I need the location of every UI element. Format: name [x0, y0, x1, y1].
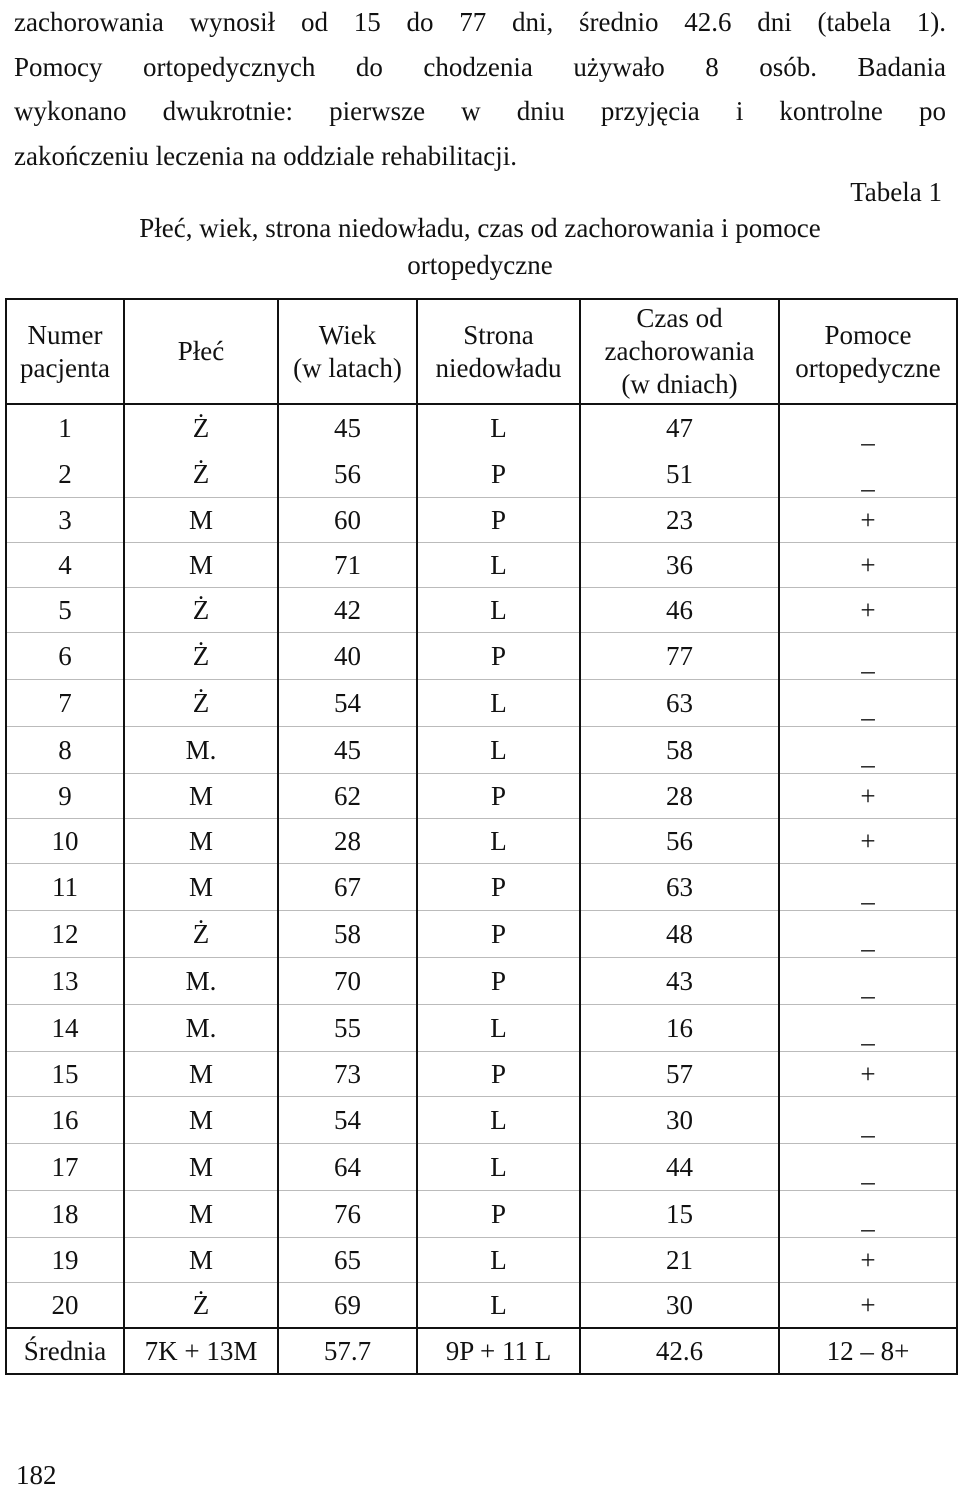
- table-row: [6, 1052, 957, 1097]
- cell-paresis-side: L: [417, 1283, 580, 1329]
- table-row: [6, 958, 957, 1005]
- patients-table: [5, 298, 958, 1375]
- cell-age: 60: [278, 498, 417, 543]
- cell-paresis-side: L: [417, 1238, 580, 1283]
- table-row: [6, 1144, 957, 1191]
- table-row: [6, 404, 957, 451]
- cell-patient-number: 1: [6, 404, 124, 451]
- cell-time-since-onset: 21: [580, 1238, 779, 1283]
- cell-orthopedic-aids: _: [779, 404, 957, 451]
- table-row: [6, 819, 957, 864]
- cell-time-since-onset: 28: [580, 774, 779, 819]
- cell-sex: M: [124, 1238, 278, 1283]
- cell-orthopedic-aids: _: [779, 451, 957, 498]
- paragraph-line: zachorowania wynosił od 15 do 77 dni, średnio 42.6 dni (tabela 1).: [14, 7, 946, 37]
- cell-patient-number: 9: [6, 774, 124, 819]
- table-row: [6, 543, 957, 588]
- cell-sex: M: [124, 1191, 278, 1238]
- cell-sex: M.: [124, 958, 278, 1005]
- cell-orthopedic-aids: _: [779, 633, 957, 680]
- cell-age: 73: [278, 1052, 417, 1097]
- table-row: [6, 1238, 957, 1283]
- cell-age: 65: [278, 1238, 417, 1283]
- cell-orthopedic-aids: +: [779, 498, 957, 543]
- table-caption: [80, 210, 880, 284]
- cell-time-since-onset: 51: [580, 451, 779, 498]
- cell-age: 45: [278, 404, 417, 451]
- cell-age: 54: [278, 680, 417, 727]
- cell-patient-number: 14: [6, 1005, 124, 1052]
- cell-time-since-onset: 47: [580, 404, 779, 451]
- cell-patient-number: 17: [6, 1144, 124, 1191]
- cell-age: 45: [278, 727, 417, 774]
- cell-time-since-onset: 43: [580, 958, 779, 1005]
- cell-paresis-side: L: [417, 1097, 580, 1144]
- cell-orthopedic-aids: _: [779, 864, 957, 911]
- cell-orthopedic-aids: +: [779, 1052, 957, 1097]
- cell-orthopedic-aids: _: [779, 1191, 957, 1238]
- cell-orthopedic-aids: _: [779, 1144, 957, 1191]
- table-row: [6, 1097, 957, 1144]
- cell-age: 40: [278, 633, 417, 680]
- table-row: [6, 1191, 957, 1238]
- cell-orthopedic-aids: +: [779, 819, 957, 864]
- cell-age: 76: [278, 1191, 417, 1238]
- cell-patient-number: 2: [6, 451, 124, 498]
- table-row: [6, 498, 957, 543]
- cell-orthopedic-aids: _: [779, 958, 957, 1005]
- cell-paresis-side: L: [417, 543, 580, 588]
- average-sex: 7K + 13M: [124, 1328, 278, 1374]
- cell-patient-number: 11: [6, 864, 124, 911]
- cell-age: 55: [278, 1005, 417, 1052]
- cell-sex: Ż: [124, 451, 278, 498]
- cell-orthopedic-aids: +: [779, 1283, 957, 1329]
- cell-paresis-side: P: [417, 774, 580, 819]
- cell-time-since-onset: 56: [580, 819, 779, 864]
- cell-paresis-side: P: [417, 1191, 580, 1238]
- cell-patient-number: 12: [6, 911, 124, 958]
- cell-age: 64: [278, 1144, 417, 1191]
- table-row: [6, 680, 957, 727]
- cell-sex: M: [124, 543, 278, 588]
- table-caption-line: Płeć, wiek, strona niedowładu, czas od zachorowania i pomoce: [139, 213, 821, 243]
- cell-patient-number: 20: [6, 1283, 124, 1329]
- table-row: [6, 451, 957, 498]
- cell-patient-number: 13: [6, 958, 124, 1005]
- header-sex: Płeć: [124, 299, 278, 404]
- cell-sex: M.: [124, 1005, 278, 1052]
- cell-orthopedic-aids: +: [779, 1238, 957, 1283]
- page-number: 182: [16, 1460, 57, 1490]
- cell-orthopedic-aids: +: [779, 588, 957, 633]
- cell-sex: M: [124, 1144, 278, 1191]
- cell-paresis-side: L: [417, 588, 580, 633]
- cell-time-since-onset: 36: [580, 543, 779, 588]
- average-time-since-onset: 42.6: [580, 1328, 779, 1374]
- cell-time-since-onset: 16: [580, 1005, 779, 1052]
- table-body: [6, 404, 957, 1328]
- cell-sex: M: [124, 864, 278, 911]
- table-row: [6, 588, 957, 633]
- cell-time-since-onset: 77: [580, 633, 779, 680]
- cell-patient-number: 4: [6, 543, 124, 588]
- cell-patient-number: 5: [6, 588, 124, 633]
- cell-orthopedic-aids: +: [779, 774, 957, 819]
- cell-orthopedic-aids: +: [779, 543, 957, 588]
- cell-sex: M: [124, 1097, 278, 1144]
- cell-sex: M: [124, 819, 278, 864]
- cell-orthopedic-aids: _: [779, 1097, 957, 1144]
- paragraph-line: wykonano dwukrotnie: pierwsze w dniu przyjęcia i kontrolne po: [14, 96, 946, 126]
- cell-time-since-onset: 44: [580, 1144, 779, 1191]
- cell-age: 56: [278, 451, 417, 498]
- average-orthopedic-aids: 12 – 8+: [779, 1328, 957, 1374]
- cell-paresis-side: P: [417, 451, 580, 498]
- cell-time-since-onset: 30: [580, 1283, 779, 1329]
- cell-sex: Ż: [124, 404, 278, 451]
- cell-patient-number: 18: [6, 1191, 124, 1238]
- table-average-row: [6, 1328, 957, 1374]
- cell-orthopedic-aids: _: [779, 911, 957, 958]
- table-caption-line: ortopedyczne: [407, 250, 553, 280]
- cell-sex: M: [124, 774, 278, 819]
- header-age: Wiek (w latach): [278, 299, 417, 404]
- body-paragraph: [14, 0, 946, 178]
- cell-paresis-side: P: [417, 633, 580, 680]
- header-time-since-onset: Czas od zachorowania (w dniach): [580, 299, 779, 404]
- cell-time-since-onset: 15: [580, 1191, 779, 1238]
- cell-time-since-onset: 63: [580, 680, 779, 727]
- table-row: [6, 1283, 957, 1329]
- cell-sex: Ż: [124, 680, 278, 727]
- cell-patient-number: 6: [6, 633, 124, 680]
- cell-orthopedic-aids: _: [779, 727, 957, 774]
- cell-paresis-side: L: [417, 819, 580, 864]
- cell-time-since-onset: 30: [580, 1097, 779, 1144]
- table-row: [6, 864, 957, 911]
- cell-time-since-onset: 58: [580, 727, 779, 774]
- cell-age: 54: [278, 1097, 417, 1144]
- cell-age: 67: [278, 864, 417, 911]
- cell-paresis-side: L: [417, 727, 580, 774]
- cell-sex: Ż: [124, 588, 278, 633]
- table-row: [6, 774, 957, 819]
- header-paresis-side: Strona niedowładu: [417, 299, 580, 404]
- cell-paresis-side: P: [417, 911, 580, 958]
- cell-age: 62: [278, 774, 417, 819]
- average-label: Średnia: [6, 1328, 124, 1374]
- cell-paresis-side: P: [417, 958, 580, 1005]
- table-header-row: [6, 299, 957, 404]
- cell-paresis-side: L: [417, 1144, 580, 1191]
- cell-sex: M: [124, 498, 278, 543]
- cell-paresis-side: L: [417, 404, 580, 451]
- cell-time-since-onset: 23: [580, 498, 779, 543]
- cell-patient-number: 16: [6, 1097, 124, 1144]
- cell-sex: Ż: [124, 1283, 278, 1329]
- cell-patient-number: 10: [6, 819, 124, 864]
- table-row: [6, 1005, 957, 1052]
- cell-paresis-side: P: [417, 498, 580, 543]
- table-row: [6, 727, 957, 774]
- cell-age: 42: [278, 588, 417, 633]
- header-orthopedic-aids: Pomoce ortopedyczne: [779, 299, 957, 404]
- cell-patient-number: 19: [6, 1238, 124, 1283]
- cell-age: 69: [278, 1283, 417, 1329]
- cell-time-since-onset: 57: [580, 1052, 779, 1097]
- cell-patient-number: 7: [6, 680, 124, 727]
- cell-orthopedic-aids: _: [779, 680, 957, 727]
- table-label: Tabela 1: [850, 177, 942, 207]
- cell-patient-number: 3: [6, 498, 124, 543]
- header-patient-number: Numer pacjenta: [6, 299, 124, 404]
- table-row: [6, 911, 957, 958]
- cell-orthopedic-aids: _: [779, 1005, 957, 1052]
- cell-sex: Ż: [124, 911, 278, 958]
- cell-paresis-side: L: [417, 1005, 580, 1052]
- cell-time-since-onset: 46: [580, 588, 779, 633]
- cell-paresis-side: L: [417, 680, 580, 727]
- cell-patient-number: 15: [6, 1052, 124, 1097]
- cell-sex: M.: [124, 727, 278, 774]
- paragraph-line: Pomocy ortopedycznych do chodzenia używało 8 osób. Badania: [14, 51, 946, 82]
- table-row: [6, 633, 957, 680]
- cell-time-since-onset: 63: [580, 864, 779, 911]
- cell-sex: Ż: [124, 633, 278, 680]
- average-paresis-side: 9P + 11 L: [417, 1328, 580, 1374]
- cell-age: 71: [278, 543, 417, 588]
- cell-age: 28: [278, 819, 417, 864]
- cell-paresis-side: P: [417, 864, 580, 911]
- cell-sex: M: [124, 1052, 278, 1097]
- average-age: 57.7: [278, 1328, 417, 1374]
- paragraph-line: zakończeniu leczenia na oddziale rehabilitacji.: [14, 140, 517, 171]
- cell-age: 70: [278, 958, 417, 1005]
- cell-time-since-onset: 48: [580, 911, 779, 958]
- cell-patient-number: 8: [6, 727, 124, 774]
- cell-paresis-side: P: [417, 1052, 580, 1097]
- cell-age: 58: [278, 911, 417, 958]
